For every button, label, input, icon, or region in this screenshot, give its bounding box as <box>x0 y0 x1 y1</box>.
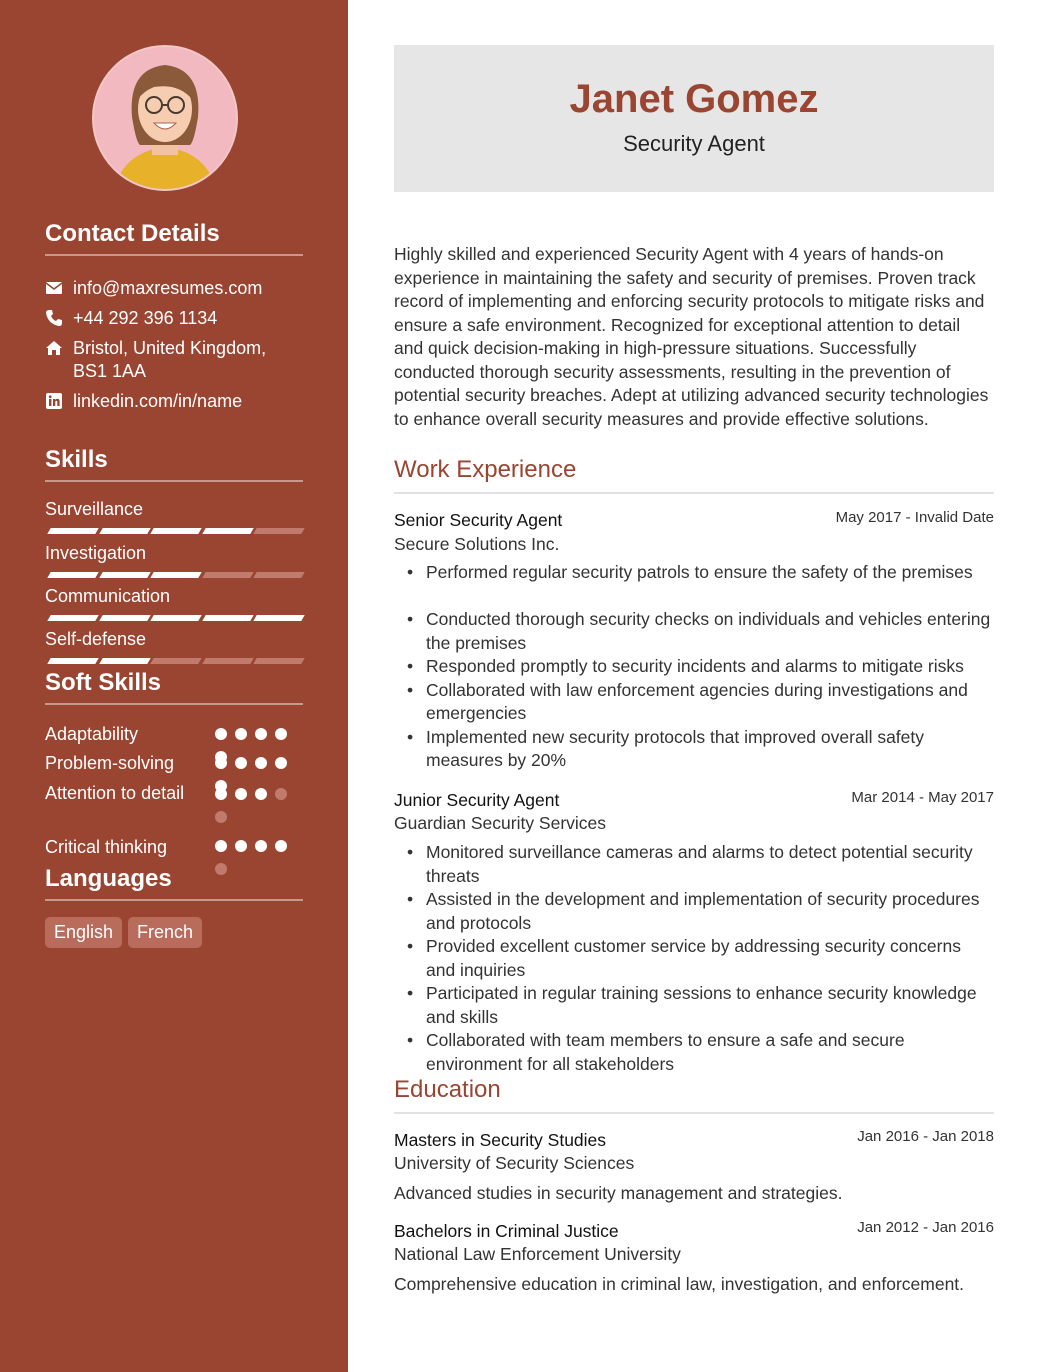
contact-email-text: info@maxresumes.com <box>73 278 263 298</box>
sidebar <box>0 0 348 1372</box>
list-item: • Performed regular security patrols to ensure the safety of the premises <box>394 561 994 585</box>
skill-level-segment <box>99 615 150 621</box>
education-title: Education <box>394 1076 994 1114</box>
rating-dot <box>255 728 267 740</box>
rating-dot <box>215 788 227 800</box>
degree-title: Bachelors in Criminal Justice <box>394 1221 619 1241</box>
school-name: University of Security Sciences <box>394 1153 635 1173</box>
work-experience-title: Work Experience <box>394 456 994 494</box>
skill-label: Communication <box>45 586 171 606</box>
rating-dot <box>255 757 267 769</box>
profile-photo <box>92 45 238 191</box>
summary-paragraph: Highly skilled and experienced Security Agent with 4 years of hands-on experience in maintaining the safety and security of premises. Proven track record of implementing and enforcing security protocols to mitigate risks and ensure a safe environment. Recognized for exceptional attention to detail and quick decision-making in high-pressure situations. Successfully conducted thorough security assessments, resulting in the prevention of potential security breaches. Adept at utilizing advanced security technologies to enhance overall security measures and provide effective solutions. <box>394 244 989 429</box>
list-item: • Responded promptly to security incidents and alarms to mitigate risks <box>394 655 994 679</box>
list-item: • Implemented new security protocols that improved overall safety measures by 20% <box>394 726 994 773</box>
rating-dot <box>255 788 267 800</box>
degree-description: Advanced studies in security management and strategies. <box>394 1183 843 1203</box>
job-dates: May 2017 - Invalid Date <box>835 509 994 526</box>
skill-level-segment <box>99 528 150 534</box>
soft-skill-label: Critical thinking <box>45 837 168 857</box>
list-item: • Collaborated with team members to ensure a safe and secure environment for all stakeholders <box>394 1029 994 1076</box>
list-item: • Conducted thorough security checks on individuals and vehicles entering the premises <box>394 608 994 655</box>
skill-level-segment <box>99 572 150 578</box>
skill-level-segment <box>253 615 304 621</box>
skill-label: Self-defense <box>45 629 147 649</box>
degree-title: Masters in Security Studies <box>394 1130 607 1150</box>
job-company: Secure Solutions Inc. <box>394 534 560 554</box>
name-header <box>394 45 994 192</box>
language-chip: English <box>45 917 122 948</box>
degree-dates: Jan 2016 - Jan 2018 <box>857 1128 994 1145</box>
candidate-name: Janet Gomez <box>569 77 819 121</box>
job-dates: Mar 2014 - May 2017 <box>851 789 994 806</box>
rating-dot <box>215 840 227 852</box>
list-item: • Monitored surveillance cameras and alarms to detect potential security threats <box>394 841 994 888</box>
rating-dot <box>235 788 247 800</box>
rating-dot <box>275 728 287 740</box>
job-bullet-list <box>394 561 994 773</box>
skill-level-segment <box>99 658 150 664</box>
rating-dot <box>235 757 247 769</box>
rating-dot <box>215 757 227 769</box>
skill-level-segment <box>253 658 304 664</box>
school-name: National Law Enforcement University <box>394 1244 681 1264</box>
list-item: • Provided excellent customer service by addressing security concerns and inquiries <box>394 935 994 982</box>
skill-level-segment <box>150 658 201 664</box>
rating-dot <box>275 840 287 852</box>
skill-level-segment <box>253 528 304 534</box>
job-title: Senior Security Agent <box>394 510 563 530</box>
job-title: Junior Security Agent <box>394 790 560 810</box>
envelope-icon <box>45 279 63 297</box>
skill-level-segment <box>47 615 98 621</box>
skill-label: Investigation <box>45 543 147 563</box>
soft-skills-section-title: Soft Skills <box>45 669 303 705</box>
contact-section-title: Contact Details <box>45 220 303 256</box>
rating-dot <box>275 757 287 769</box>
rating-dot <box>255 840 267 852</box>
skill-bar <box>45 528 303 535</box>
skill-level-segment <box>150 572 201 578</box>
language-chip: French <box>128 917 202 948</box>
skill-label: Surveillance <box>45 499 144 519</box>
rating-dot <box>235 840 247 852</box>
list-item: • Assisted in the development and implementation of security procedures and protocols <box>394 888 994 935</box>
linkedin-icon <box>45 392 63 410</box>
skill-level-segment <box>253 572 304 578</box>
contact-address-text: Bristol, United Kingdom, BS1 1AA <box>73 338 267 381</box>
list-item: • Collaborated with law enforcement agencies during investigations and emergencies <box>394 679 994 726</box>
rating-dot <box>215 811 227 823</box>
skill-level-segment <box>202 572 253 578</box>
job-company: Guardian Security Services <box>394 813 607 833</box>
rating-dot <box>235 728 247 740</box>
skill-level-segment <box>150 528 201 534</box>
languages-section-title: Languages <box>45 865 303 901</box>
skill-level-segment <box>47 658 98 664</box>
skills-section-title: Skills <box>45 446 303 482</box>
skill-level-segment <box>47 528 98 534</box>
rating-dot <box>275 788 287 800</box>
degree-description: Comprehensive education in criminal law, investigation, and enforcement. <box>394 1274 965 1294</box>
skill-level-segment <box>202 615 253 621</box>
soft-skill-label: Adaptability <box>45 724 139 744</box>
contact-phone-text: +44 292 396 1134 <box>73 308 218 328</box>
skill-level-segment <box>150 615 201 621</box>
skill-bar <box>45 572 303 579</box>
degree-dates: Jan 2012 - Jan 2016 <box>857 1219 994 1236</box>
contact-linkedin-text: linkedin.com/in/name <box>73 391 243 411</box>
skill-level-segment <box>202 658 253 664</box>
skill-level-segment <box>202 528 253 534</box>
home-icon <box>45 339 63 357</box>
job-bullet-list <box>394 841 994 1076</box>
soft-skill-label: Problem-solving <box>45 753 175 773</box>
rating-dot <box>215 728 227 740</box>
skill-level-segment <box>47 572 98 578</box>
candidate-role: Security Agent <box>623 131 765 156</box>
list-item: • Participated in regular training sessions to enhance security knowledge and skills <box>394 982 994 1029</box>
skill-bar <box>45 615 303 622</box>
skill-bar <box>45 658 303 665</box>
phone-icon <box>45 309 63 327</box>
soft-skill-label: Attention to detail <box>45 783 185 803</box>
